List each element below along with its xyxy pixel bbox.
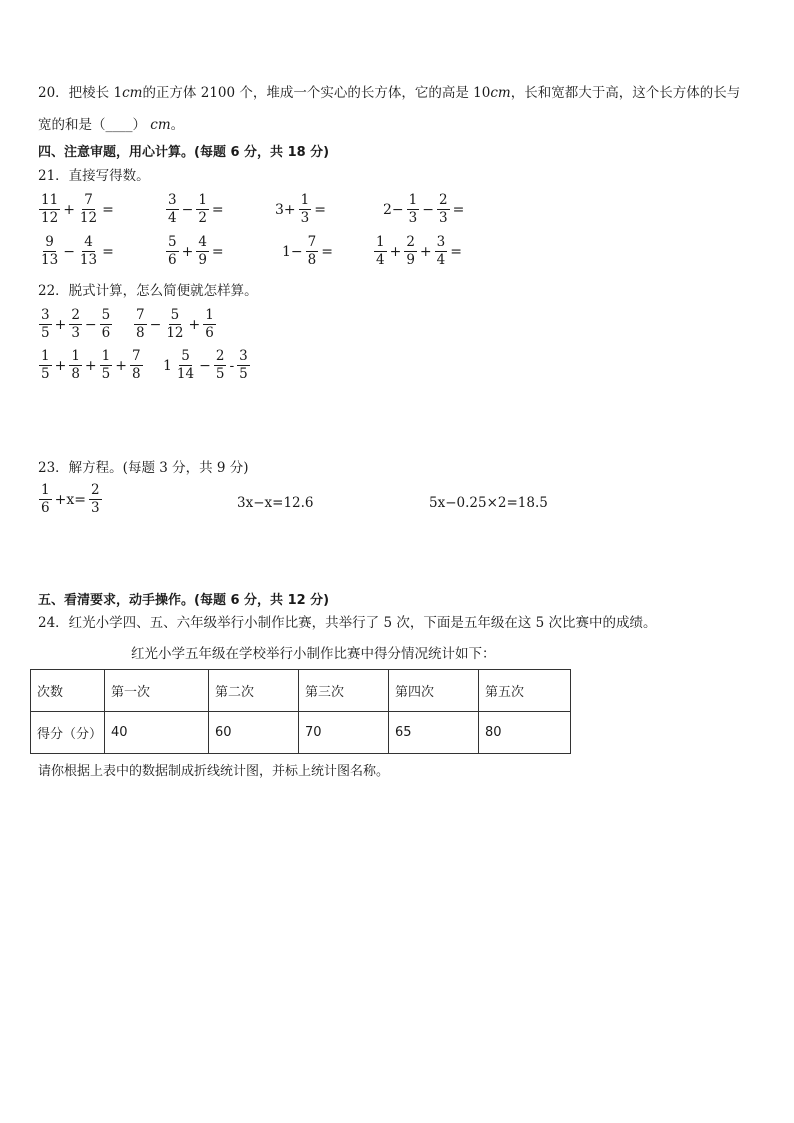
score-table bbox=[30, 669, 571, 754]
fraction bbox=[175, 349, 196, 382]
fraction-denominator: 4 bbox=[376, 252, 385, 268]
q24-prompt: 24．红光小学四、五、六年级举行小制作比赛，共举行了 5 次，下面是五年级在这 5 次比赛中的成绩。 bbox=[38, 615, 657, 631]
table-header-row bbox=[31, 670, 571, 712]
fraction bbox=[196, 193, 209, 226]
fraction bbox=[89, 483, 102, 516]
q20-line2 bbox=[38, 116, 184, 134]
fraction bbox=[39, 235, 60, 268]
fraction-denominator: 12 bbox=[166, 325, 184, 341]
fraction-denominator: 4 bbox=[168, 210, 177, 226]
table-cell: 65 bbox=[389, 712, 479, 754]
fraction-numerator: 2 bbox=[215, 348, 225, 364]
fraction-numerator: 1 bbox=[198, 192, 207, 208]
table-header-cell: 次数 bbox=[31, 670, 105, 712]
table-cell: 80 bbox=[479, 712, 571, 754]
unit-cm: cm bbox=[490, 85, 511, 101]
fraction-numerator: 1 bbox=[300, 192, 310, 208]
math-operator: − bbox=[422, 201, 434, 218]
answer-blank[interactable]: ____ bbox=[105, 117, 133, 133]
q21-item-8 bbox=[373, 235, 464, 268]
q21-item-1 bbox=[38, 193, 116, 226]
fraction-denominator: 8 bbox=[131, 366, 141, 382]
math-operator: = bbox=[211, 201, 224, 218]
fraction-denominator: 8 bbox=[71, 366, 80, 382]
q21-item-3 bbox=[273, 193, 328, 226]
fraction-numerator: 9 bbox=[45, 234, 54, 250]
fraction-denominator: 6 bbox=[168, 252, 177, 268]
fraction bbox=[39, 349, 52, 382]
math-operator: = bbox=[102, 201, 114, 218]
table-header-cell: 第三次 bbox=[299, 670, 389, 712]
fraction-denominator: 12 bbox=[41, 210, 59, 226]
fraction-numerator: 7 bbox=[84, 192, 93, 208]
math-operator: − bbox=[84, 316, 97, 333]
q20-text-b: 的正方体 2100 个，堆成一个实心的长方体，它的高是 10 bbox=[142, 85, 491, 101]
fraction bbox=[69, 349, 82, 382]
fraction-numerator: 1 bbox=[376, 234, 385, 250]
math-operator: 1− bbox=[282, 243, 303, 260]
fraction-numerator: 7 bbox=[136, 307, 145, 323]
table-header-cell: 第二次 bbox=[209, 670, 299, 712]
math-operator: + bbox=[54, 357, 67, 374]
math-operator: + bbox=[63, 201, 75, 218]
math-operator: − bbox=[63, 243, 75, 260]
fraction-denominator: 3 bbox=[408, 210, 418, 226]
q23-equation-3: 5x−0.25×2=18.5 bbox=[429, 495, 548, 511]
fraction-numerator: 5 bbox=[181, 348, 190, 364]
q22-item-1 bbox=[38, 308, 113, 341]
fraction bbox=[404, 235, 417, 268]
fraction-numerator: 5 bbox=[101, 307, 111, 323]
table-row bbox=[31, 712, 571, 754]
fraction-numerator: 1 bbox=[408, 192, 418, 208]
q23-equation-1 bbox=[38, 483, 103, 516]
fraction-numerator: 7 bbox=[307, 234, 317, 250]
fraction-numerator: 11 bbox=[41, 192, 59, 208]
fraction-denominator: 14 bbox=[176, 366, 195, 382]
fraction-numerator: 1 bbox=[205, 307, 214, 323]
table-cell: 40 bbox=[105, 712, 209, 754]
fraction-denominator: 13 bbox=[41, 252, 59, 268]
fraction bbox=[39, 308, 52, 341]
fraction-denominator: 3 bbox=[300, 210, 310, 226]
math-operator: − bbox=[149, 316, 162, 333]
q20-text-e: ） bbox=[132, 117, 146, 133]
math-operator: − bbox=[181, 201, 194, 218]
math-operator: + bbox=[54, 316, 67, 333]
fraction bbox=[237, 349, 250, 382]
fraction-denominator: 8 bbox=[136, 325, 145, 341]
fraction bbox=[39, 193, 60, 226]
q21-item-2 bbox=[165, 193, 226, 226]
math-operator: = bbox=[211, 243, 224, 260]
fraction bbox=[100, 308, 113, 341]
fraction-denominator: 6 bbox=[101, 325, 111, 341]
fraction-numerator: 4 bbox=[198, 234, 207, 250]
fraction bbox=[164, 308, 185, 341]
fraction-denominator: 6 bbox=[205, 325, 214, 341]
fraction-denominator: 3 bbox=[71, 325, 80, 341]
q20-text-c: ，长和宽都大于高，这个长方体的长与 bbox=[510, 85, 741, 101]
q24-instruction: 请你根据上表中的数据制成折线统计图，并标上统计图名称。 bbox=[38, 764, 390, 779]
q20-text-d: 宽的和是（ bbox=[38, 117, 106, 133]
fraction bbox=[69, 308, 82, 341]
math-operator: 3+ bbox=[275, 201, 296, 218]
q20-line1 bbox=[38, 84, 740, 102]
table-header-cell: 第四次 bbox=[389, 670, 479, 712]
fraction bbox=[299, 193, 312, 226]
fraction-denominator: 9 bbox=[406, 252, 415, 268]
section4-heading: 四、注意审题，用心计算。(每题 6 分，共 18 分) bbox=[38, 145, 330, 160]
fraction-numerator: 1 bbox=[71, 348, 80, 364]
fraction-numerator: 2 bbox=[438, 192, 448, 208]
fraction-numerator: 3 bbox=[168, 192, 177, 208]
math-operator: +x= bbox=[54, 491, 86, 508]
fraction-numerator: 7 bbox=[131, 348, 141, 364]
fraction-denominator: 8 bbox=[307, 252, 317, 268]
fraction-numerator: 3 bbox=[436, 234, 446, 250]
math-operator: 1 bbox=[163, 357, 172, 374]
q21-item-5 bbox=[38, 235, 116, 268]
fraction-numerator: 1 bbox=[41, 482, 50, 498]
math-operator: = bbox=[452, 201, 465, 218]
fraction bbox=[374, 235, 387, 268]
math-operator: 2− bbox=[383, 201, 404, 218]
math-operator: = bbox=[450, 243, 462, 260]
section5-heading: 五、看清要求，动手操作。(每题 6 分，共 12 分) bbox=[38, 593, 330, 608]
fraction bbox=[130, 349, 143, 382]
math-operator: + bbox=[419, 243, 432, 260]
fraction-denominator: 5 bbox=[215, 366, 225, 382]
math-operator: = bbox=[321, 243, 333, 260]
fraction bbox=[78, 235, 99, 268]
unit-cm: cm bbox=[122, 85, 143, 101]
fraction bbox=[100, 349, 113, 382]
fraction bbox=[166, 235, 179, 268]
q22-item-3 bbox=[38, 349, 144, 382]
q23-equation-2: 3x−x=12.6 bbox=[237, 495, 314, 511]
q21-item-7 bbox=[280, 235, 335, 268]
fraction-numerator: 2 bbox=[71, 307, 80, 323]
fraction bbox=[214, 349, 227, 382]
table-header-cell: 第一次 bbox=[105, 670, 209, 712]
fraction bbox=[166, 193, 179, 226]
fraction bbox=[78, 193, 99, 226]
fraction-numerator: 5 bbox=[168, 234, 177, 250]
q21-prompt: 21．直接写得数。 bbox=[38, 168, 150, 184]
fraction bbox=[407, 193, 420, 226]
fraction-denominator: 3 bbox=[438, 210, 448, 226]
math-operator: - bbox=[229, 357, 235, 374]
math-operator: + bbox=[389, 243, 402, 260]
fraction bbox=[196, 235, 209, 268]
fraction bbox=[39, 483, 52, 516]
fraction-numerator: 2 bbox=[406, 234, 415, 250]
table-cell: 得分（分） bbox=[31, 712, 105, 754]
table-header-cell: 第五次 bbox=[479, 670, 571, 712]
fraction-denominator: 3 bbox=[90, 500, 100, 516]
fraction-numerator: 2 bbox=[90, 482, 100, 498]
q23-prompt: 23．解方程。(每题 3 分，共 9 分) bbox=[38, 460, 249, 476]
fraction-denominator: 5 bbox=[239, 366, 248, 382]
fraction-denominator: 5 bbox=[101, 366, 111, 382]
fraction-denominator: 5 bbox=[41, 325, 50, 341]
fraction-denominator: 12 bbox=[79, 210, 98, 226]
fraction-numerator: 5 bbox=[170, 307, 180, 323]
q20-period: 。 bbox=[170, 117, 185, 133]
fraction-denominator: 2 bbox=[198, 210, 207, 226]
math-operator: + bbox=[84, 357, 97, 374]
math-operator: = bbox=[314, 201, 326, 218]
fraction bbox=[435, 235, 448, 268]
math-operator: + bbox=[115, 357, 127, 374]
unit-cm: cm bbox=[150, 117, 171, 133]
q22-item-2 bbox=[133, 308, 217, 341]
table-title: 红光小学五年级在学校举行小制作比赛中得分情况统计如下： bbox=[131, 646, 496, 662]
math-operator: = bbox=[102, 243, 114, 260]
q22-item-4 bbox=[161, 349, 251, 382]
q22-prompt: 22．脱式计算，怎么简便就怎样算。 bbox=[38, 283, 258, 299]
table-cell: 60 bbox=[209, 712, 299, 754]
fraction-denominator: 6 bbox=[41, 500, 50, 516]
fraction-numerator: 3 bbox=[239, 348, 248, 364]
math-operator: − bbox=[199, 357, 211, 374]
fraction-numerator: 3 bbox=[41, 307, 50, 323]
fraction-denominator: 13 bbox=[79, 252, 98, 268]
fraction bbox=[437, 193, 450, 226]
fraction-denominator: 4 bbox=[436, 252, 446, 268]
fraction bbox=[134, 308, 147, 341]
q21-item-4 bbox=[381, 193, 466, 226]
q20-text-a: 20．把棱长 1 bbox=[38, 85, 123, 101]
fraction-numerator: 1 bbox=[101, 348, 111, 364]
fraction-numerator: 1 bbox=[41, 348, 50, 364]
q21-item-6 bbox=[165, 235, 226, 268]
fraction bbox=[306, 235, 319, 268]
math-operator: + bbox=[188, 316, 201, 333]
math-operator: + bbox=[181, 243, 194, 260]
table-cell: 70 bbox=[299, 712, 389, 754]
fraction bbox=[203, 308, 216, 341]
fraction-denominator: 5 bbox=[41, 366, 50, 382]
fraction-numerator: 4 bbox=[84, 234, 93, 250]
fraction-denominator: 9 bbox=[198, 252, 207, 268]
